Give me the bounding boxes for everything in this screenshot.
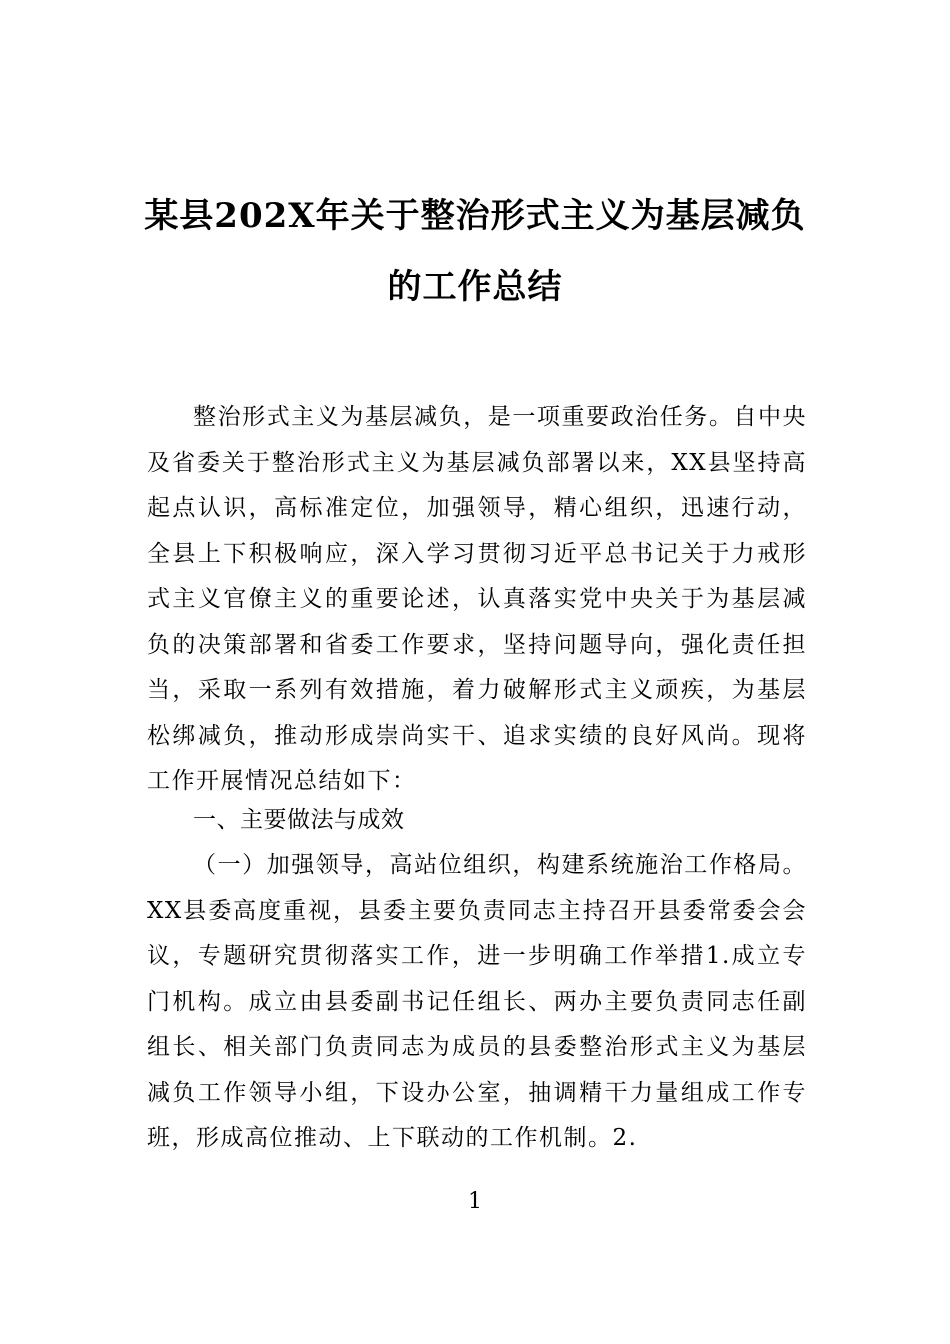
section-heading: 一、主要做法与成效 bbox=[193, 807, 405, 833]
document-title-line-2: 的工作总结 bbox=[387, 267, 563, 307]
document-title-line-1: 某县202X年关于整治形式主义为基层减负 bbox=[144, 196, 806, 236]
page-number: 1 bbox=[468, 1189, 482, 1214]
intro-paragraph: 整治形式主义为基层减负，是一项重要政治任务。自中央及省委关于整治形式主义为基层减负部署以来，XX县坚持高起点认识，高标准定位，加强领导，精心组织，迅速行动，全县上下积极响应，深入学习贯彻习近平总书记关于力戒形式主义官僚主义的重要论述，认真落实党中央关于为基层减负的决策部署和省委工作要求，坚持问题导向，强化责任担当，采取一系列有效措施，着力破解形式主义顽疾，为基层松绑减负，推动形成崇尚实干、追求实绩的良好风尚。现将工作开展情况总结如下： bbox=[147, 404, 807, 794]
section-paragraph: （一）加强领导，高站位组织，构建系统施治工作格局。XX县委高度重视，县委主要负责同志主持召开县委常委会会议，专题研究贯彻落实工作，进一步明确工作举措1.成立专门机构。成立由县委副书记任组长、两办主要负责同志任副组长、相关部门负责同志为成员的县委整治形式主义为基层减负工作领导小组，下设办公室，抽调精干力量组成工作专班，形成高位推动、上下联动的工作机制。2. bbox=[147, 852, 807, 1151]
